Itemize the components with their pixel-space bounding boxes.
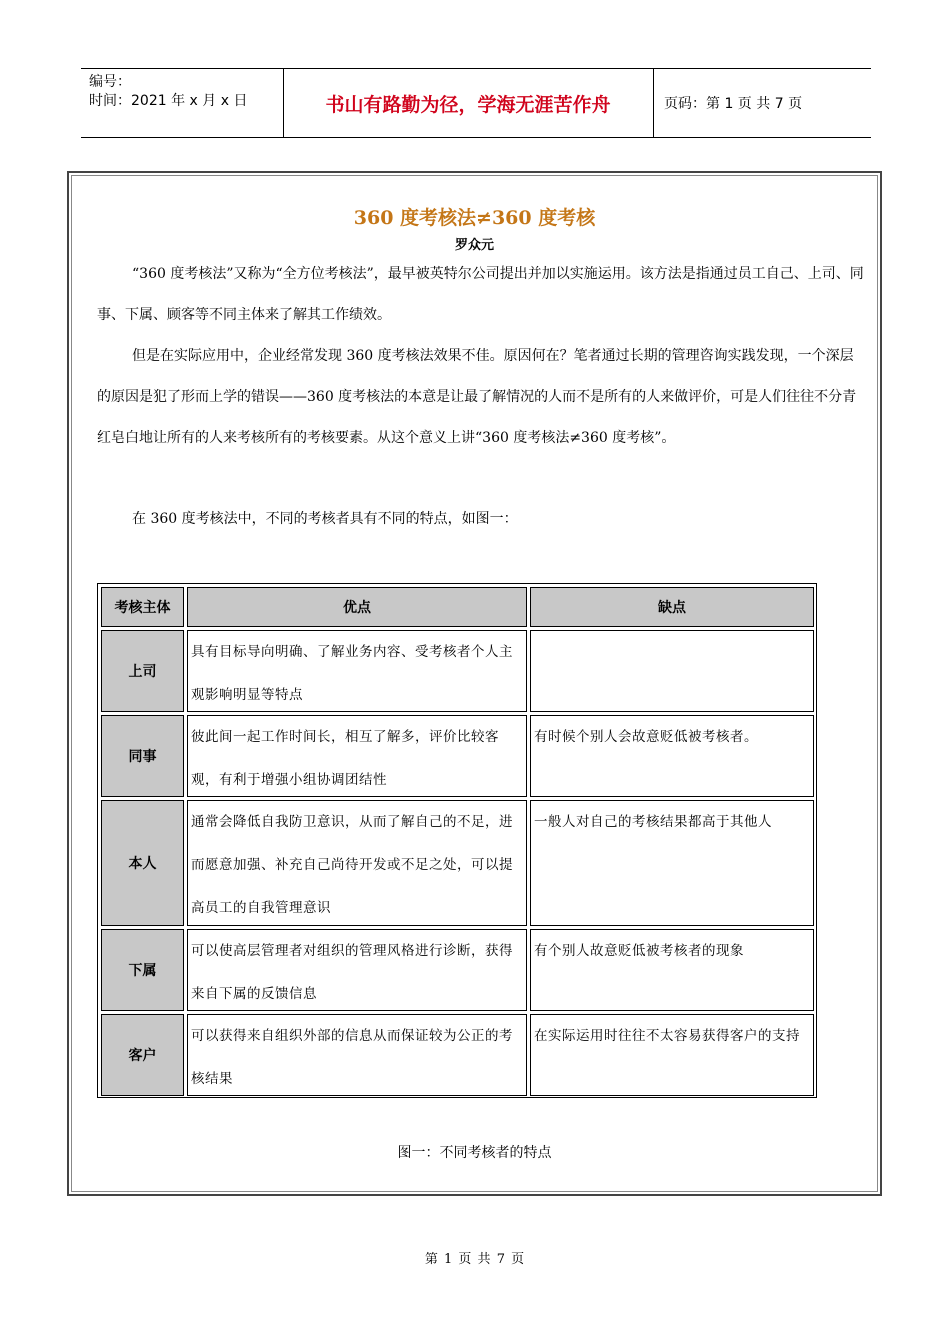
paragraph: 在 360 度考核法中，不同的考核者具有不同的特点，如图一： bbox=[132, 511, 518, 527]
row-pros: 通常会降低自我防卫意识，从而了解自己的不足，进而愿意加强、补充自己尚待开发或不足之处，可以提高员工的自我管理意识 bbox=[187, 800, 527, 926]
row-subject: 本人 bbox=[101, 800, 184, 926]
table-header: 优点 bbox=[187, 587, 527, 627]
row-subject: 客户 bbox=[101, 1014, 184, 1096]
row-pros: 可以获得来自组织外部的信息从而保证较为公正的考核结果 bbox=[187, 1014, 527, 1096]
page-footer: 第 1 页 共 7 页 bbox=[424, 1252, 526, 1267]
row-cons bbox=[530, 630, 814, 712]
header-meta bbox=[89, 73, 284, 111]
row-cons: 有个别人故意贬低被考核者的现象 bbox=[530, 929, 814, 1011]
table-header: 缺点 bbox=[530, 587, 814, 627]
row-cons: 在实际运用时往往不太容易获得客户的支持 bbox=[530, 1014, 814, 1096]
table-caption: 图一：不同考核者的特点 bbox=[397, 1145, 552, 1161]
article-title: 360 度考核法≠360 度考核 bbox=[353, 207, 596, 229]
header-page-info: 页码：第 1 页 共 7 页 bbox=[664, 96, 803, 112]
header-divider bbox=[653, 69, 654, 137]
header-motto: 书山有路勤为径，学海无涯苦作舟 bbox=[325, 93, 611, 116]
row-pros: 可以使高层管理者对组织的管理风格进行诊断，获得来自下属的反馈信息 bbox=[187, 929, 527, 1011]
comparison-table bbox=[97, 583, 817, 1098]
row-cons: 一般人对自己的考核结果都高于其他人 bbox=[530, 800, 814, 926]
table-header: 考核主体 bbox=[101, 587, 184, 627]
article-author: 罗众元 bbox=[454, 238, 494, 253]
row-pros: 彼此间一起工作时间长，相互了解多，评价比较客观，有利于增强小组协调团结性 bbox=[187, 715, 527, 797]
content-box bbox=[67, 171, 882, 1196]
row-subject: 下属 bbox=[101, 929, 184, 1011]
page-header bbox=[81, 68, 871, 138]
row-pros: 具有目标导向明确、了解业务内容、受考核者个人主观影响明显等特点 bbox=[187, 630, 527, 712]
row-subject: 上司 bbox=[101, 630, 184, 712]
number-label: 编号： bbox=[89, 74, 131, 90]
row-subject: 同事 bbox=[101, 715, 184, 797]
time-label: 时间：2021 年 x 月 x 日 bbox=[89, 93, 248, 109]
row-cons: 有时候个别人会故意贬低被考核者。 bbox=[530, 715, 814, 797]
paragraph: 但是在实际应用中，企业经常发现 360 度考核法效果不佳。原因何在？笔者通过长期的管理咨询实践发现，一个深层的原因是犯了形而上学的错误——360 度考核法的本意是让最了解情况的人而不是所有的人来做评价，可是人们往往不分青红皂白地让所有的人来考核所有的考核要素。从这个意义上讲“360 度考核法≠360 度考核”。 bbox=[97, 348, 857, 446]
content-box-inner bbox=[71, 175, 878, 1192]
paragraph: “360 度考核法”又称为“全方位考核法”，最早被英特尔公司提出并加以实施运用。该方法是指通过员工自己、上司、同事、下属、顾客等不同主体来了解其工作绩效。 bbox=[97, 266, 864, 323]
